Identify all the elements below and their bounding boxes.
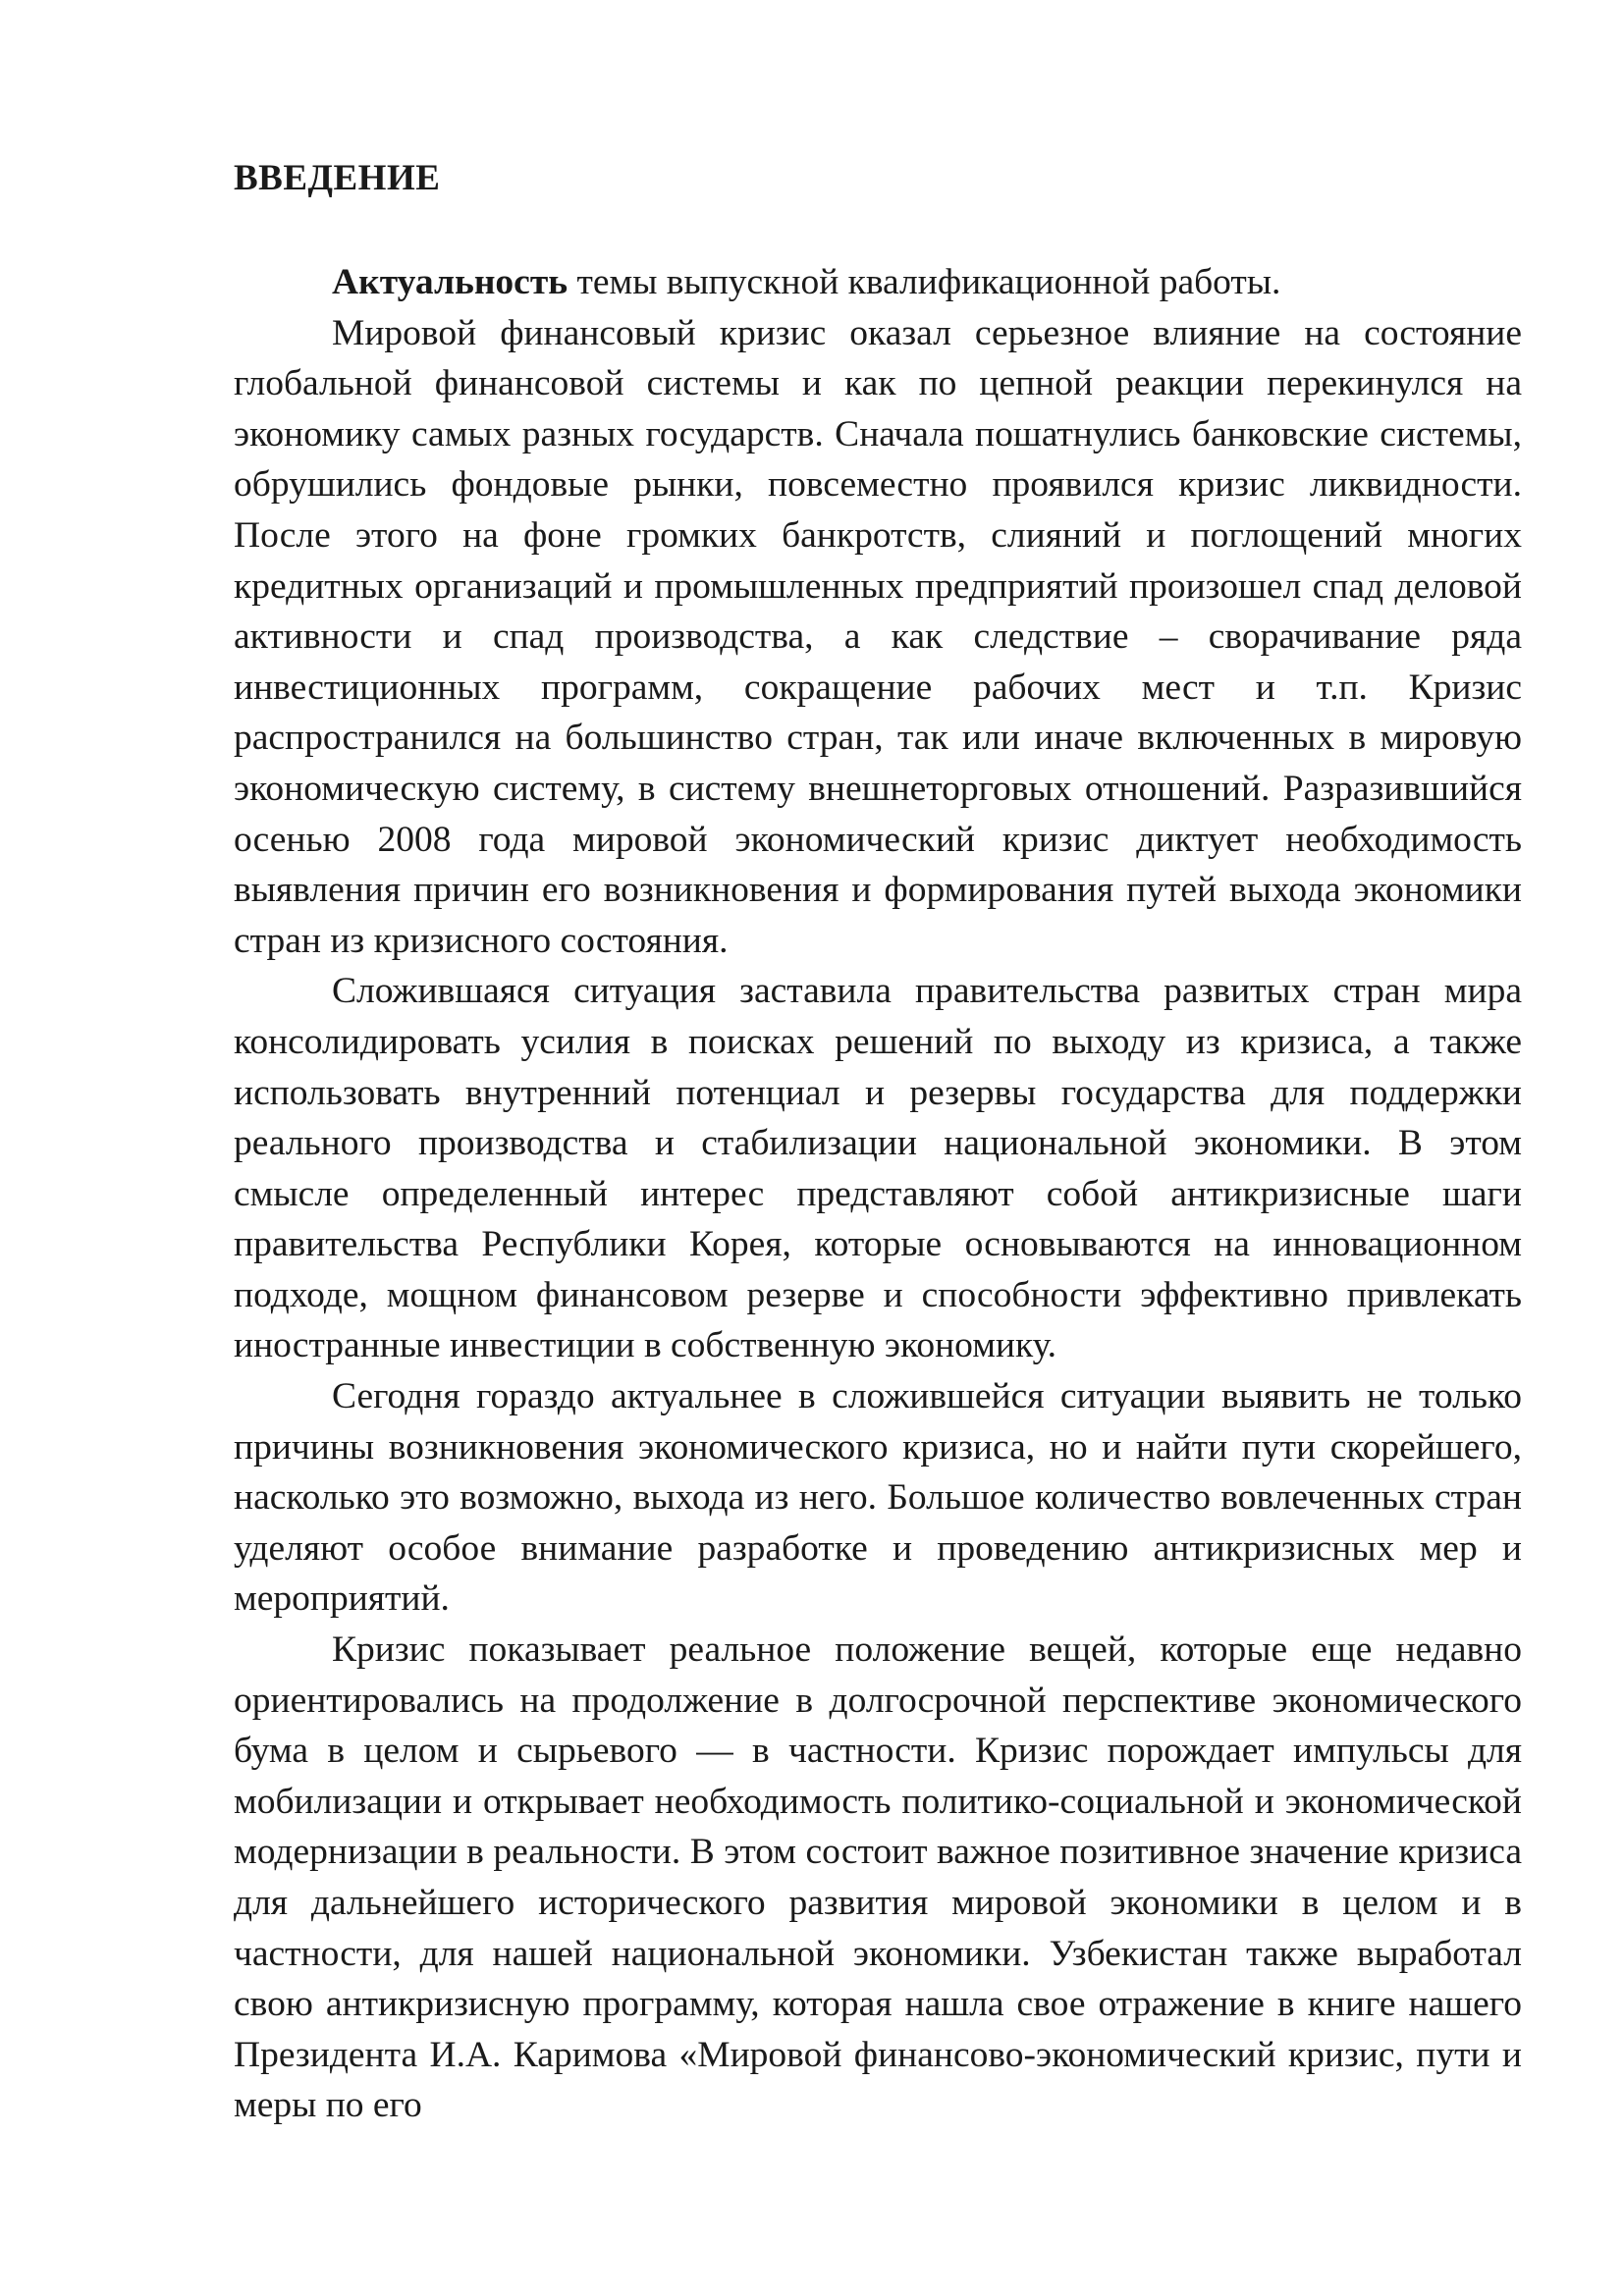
paragraph-4: Кризис показывает реальное положение вещей, которые еще недавно ориентировались на продолжение в долгосрочной перспективе экономического бума в целом и сырьевого — в частности. Кризис порождает импульсы для мобилизации и открывает необходимость политико-социальной и экономической модернизации в реальности. В этом состоит важное позитивное значение кризиса для дальнейшего исторического развития мировой экономики в целом и в частности, для нашей национальной экономики. Узбекистан также выработал свою антикризисную программу, которая нашла свое отражение в книге нашего Президента И.А. Каримова «Мировой финансово-экономический кризис, пути и меры по его: [234, 1629, 1522, 2126]
paragraph-1: Мировой финансовый кризис оказал серьезное влияние на состояние глобальной финансовой системы и как по цепной реакции перекинулся на экономику самых разных государств. Сначала пошатнулись банковские системы, обрушились фондовые рынки, повсеместно проявился кризис ликвидности. После этого на фоне громких банкротств, слияний и поглощений многих кредитных организаций и промышленных предприятий произошел спад деловой активности и спад производства, а как следствие – сворачивание ряда инвестиционных программ, сокращение рабочих мест и т.п. Кризис распространился на большинство стран, так или иначе включенных в мировую экономическую систему, в систему внешнеторговых отношений. Разразившийся осенью 2008 года мировой экономический кризис диктует необходимость выявления причин его возникновения и формирования путей выхода экономики стран из кризисного состояния.: [234, 312, 1522, 961]
paragraph-2: Сложившаяся ситуация заставила правительства развитых стран мира консолидировать усилия в поисках решений по выходу из кризиса, а также использовать внутренний потенциал и резервы государства для поддержки реального производства и стабилизации национальной экономики. В этом смысле определенный интерес представляют собой антикризисные шаги правительства Республики Корея, которые основываются на инновационном подходе, мощном финансовом резерве и способности эффективно привлекать иностранные инвестиции в собственную экономику.: [234, 971, 1522, 1366]
relevance-bold-term: Актуальность: [332, 262, 568, 302]
body-text: [234, 257, 1522, 2131]
paragraph-3: Сегодня гораздо актуальнее в сложившейся ситуации выявить не только причины возникновения экономического кризиса, но и найти пути скорейшего, насколько это возможно, выхода из него. Большое количество вовлеченных стран уделяют особое внимание разработке и проведению антикризисных мер и мероприятий.: [234, 1376, 1522, 1620]
relevance-rest: темы выпускной квалификационной работы.: [568, 262, 1281, 302]
relevance-paragraph: [234, 257, 1522, 308]
section-heading: ВВЕДЕНИЕ: [234, 158, 441, 198]
